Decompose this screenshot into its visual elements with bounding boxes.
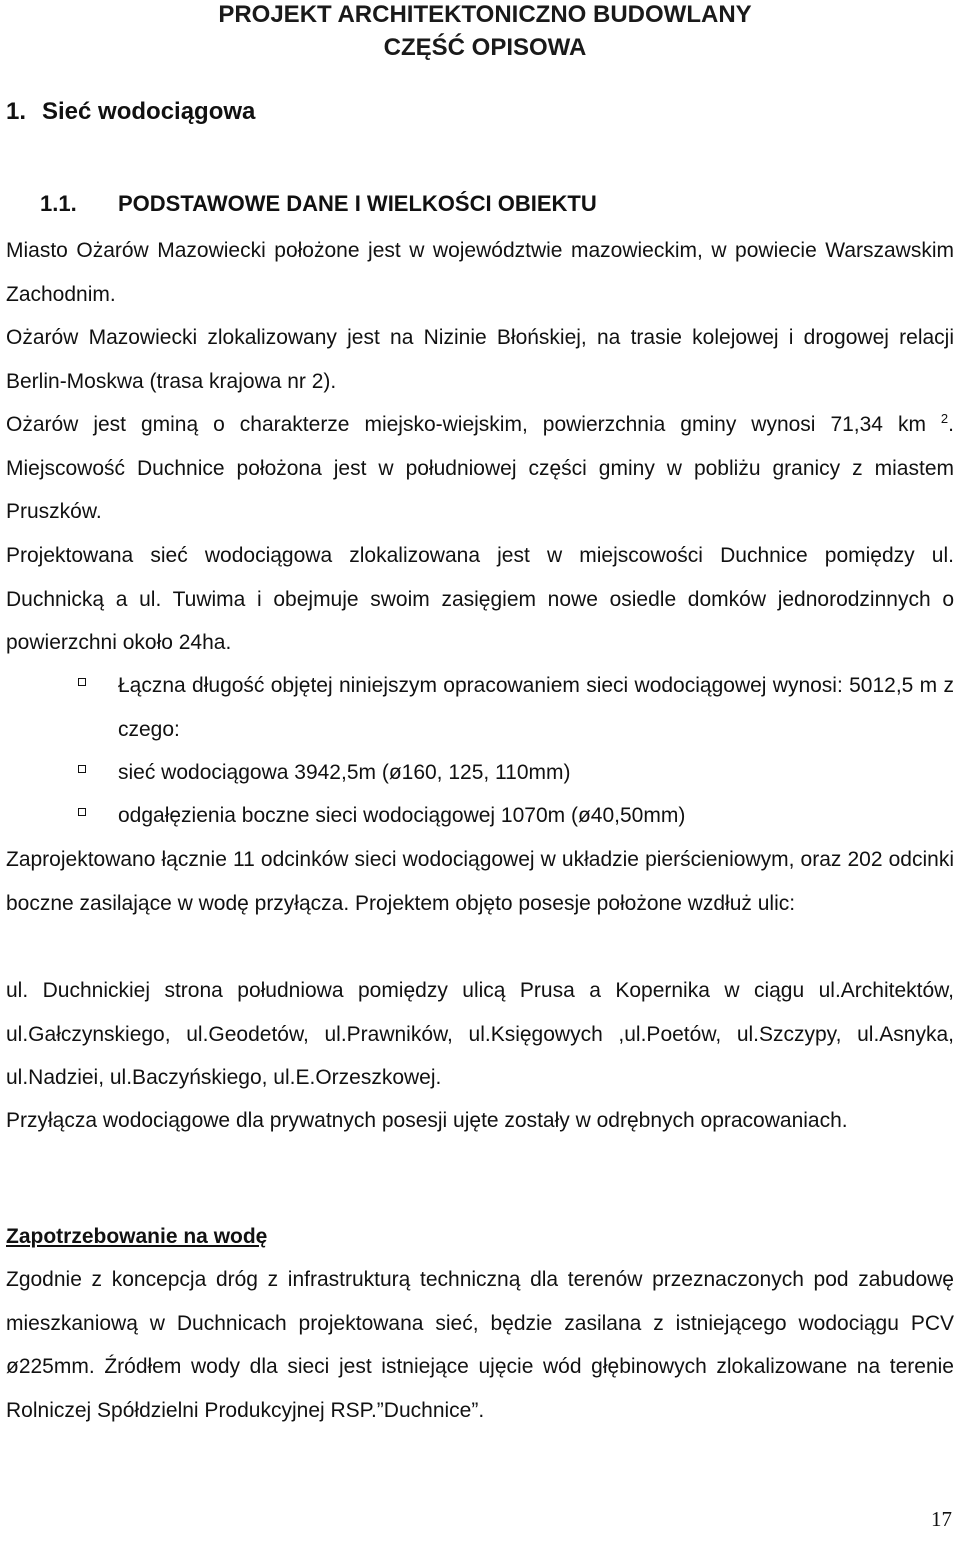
header-title: PROJEKT ARCHITEKTONICZNO BUDOWLANY: [218, 1, 752, 28]
bullet-item: [118, 664, 954, 751]
square-bullet-icon: [78, 678, 86, 686]
bullet-item: [118, 794, 954, 838]
bullet-text: sieć wodociągowa 3942,5m (ø160, 125, 110mm): [118, 761, 571, 784]
water-demand-heading: Zapotrzebowanie na wodę: [6, 1225, 268, 1248]
paragraph-commune: [6, 403, 954, 534]
section-title: Sieć wodociągowa: [42, 98, 256, 125]
paragraph-commune-text-a: Ożarów jest gminą o charakterze miejsko-wiejskim, powierzchnia gminy wynosi 71,34 km: [6, 413, 941, 436]
paragraph-location: Miasto Ożarów Mazowiecki położone jest w województwie mazowieckim, w powiecie Warszawskim Zachodnim.: [6, 239, 954, 306]
bullet-text: Łączna długość objętej niniejszym opracowaniem sieci wodociągowej wynosi: 5012,5 m z czego:: [118, 674, 954, 741]
paragraph-commune-text-b: . Miejscowość Duchnice położona jest w południowej części gminy w pobliżu granicy z miastem Pruszków.: [6, 413, 954, 524]
page-number: 17: [931, 1507, 952, 1531]
area-unit-superscript: 2: [940, 411, 949, 426]
header-subtitle: CZĘŚĆ OPISOWA: [383, 34, 587, 61]
subsection-number: 1.1.: [40, 191, 77, 216]
bullet-item: [118, 751, 954, 795]
square-bullet-icon: [78, 808, 86, 816]
paragraph-design-summary: Zaprojektowano łącznie 11 odcinków sieci wodociągowej w układzie pierścieniowym, oraz 202 odcinki boczne zasilające w wodę przyłącza. Projektem objęto posesje położone wzdłuż ulic:: [6, 848, 954, 915]
square-bullet-icon: [78, 765, 86, 773]
paragraph-streets: ul. Duchnickiej strona południowa pomiędzy ulicą Prusa a Kopernika w ciągu ul.Architektów, ul.Gałczynskiego, ul.Geodetów, ul.Prawników, ul.Księgowych ,ul.Poetów, ul.Szczypy, ul.Asnyka, ul.Nadziei, ul.Baczyńskiego, ul.E.Orzeszkowej.: [6, 979, 954, 1090]
paragraph-water-supply: Zgodnie z koncepcja dróg z infrastrukturą techniczną dla terenów przeznaczonych pod zabudowę mieszkaniową w Duchnicach projektowana sieć, będzie zasilana z istniejącego wodociągu PCV ø225mm. Źródłem wody dla sieci jest istniejące ujęcie wód głębinowych zlokalizowane na terenie Rolniczej Spółdzielni Produkcyjnej RSP.”Duchnice”.: [6, 1268, 954, 1422]
paragraph-project-scope: Projektowana sieć wodociągowa zlokalizowana jest w miejscowości Duchnice pomiędzy ul. Duchnicką a ul. Tuwima i obejmuje swoim zasięgiem nowe osiedle domków jednorodzinnych o powierzchni około 24ha.: [6, 544, 954, 655]
section-number: 1.: [6, 98, 27, 125]
bullet-text: odgałęzienia boczne sieci wodociągowej 1070m (ø40,50mm): [118, 804, 686, 827]
paragraph-connections: Przyłącza wodociągowe dla prywatnych posesji ujęte zostały w odrębnych opracowaniach.: [6, 1109, 848, 1132]
section-heading: [6, 97, 255, 127]
paragraph-region: Ożarów Mazowiecki zlokalizowany jest na Nizinie Błońskiej, na trasie kolejowej i drogowej relacji Berlin-Moskwa (trasa krajowa nr 2).: [6, 326, 954, 393]
subsection-title: PODSTAWOWE DANE I WIELKOŚCI OBIEKTU: [118, 191, 597, 216]
subsection-heading: [40, 190, 597, 218]
